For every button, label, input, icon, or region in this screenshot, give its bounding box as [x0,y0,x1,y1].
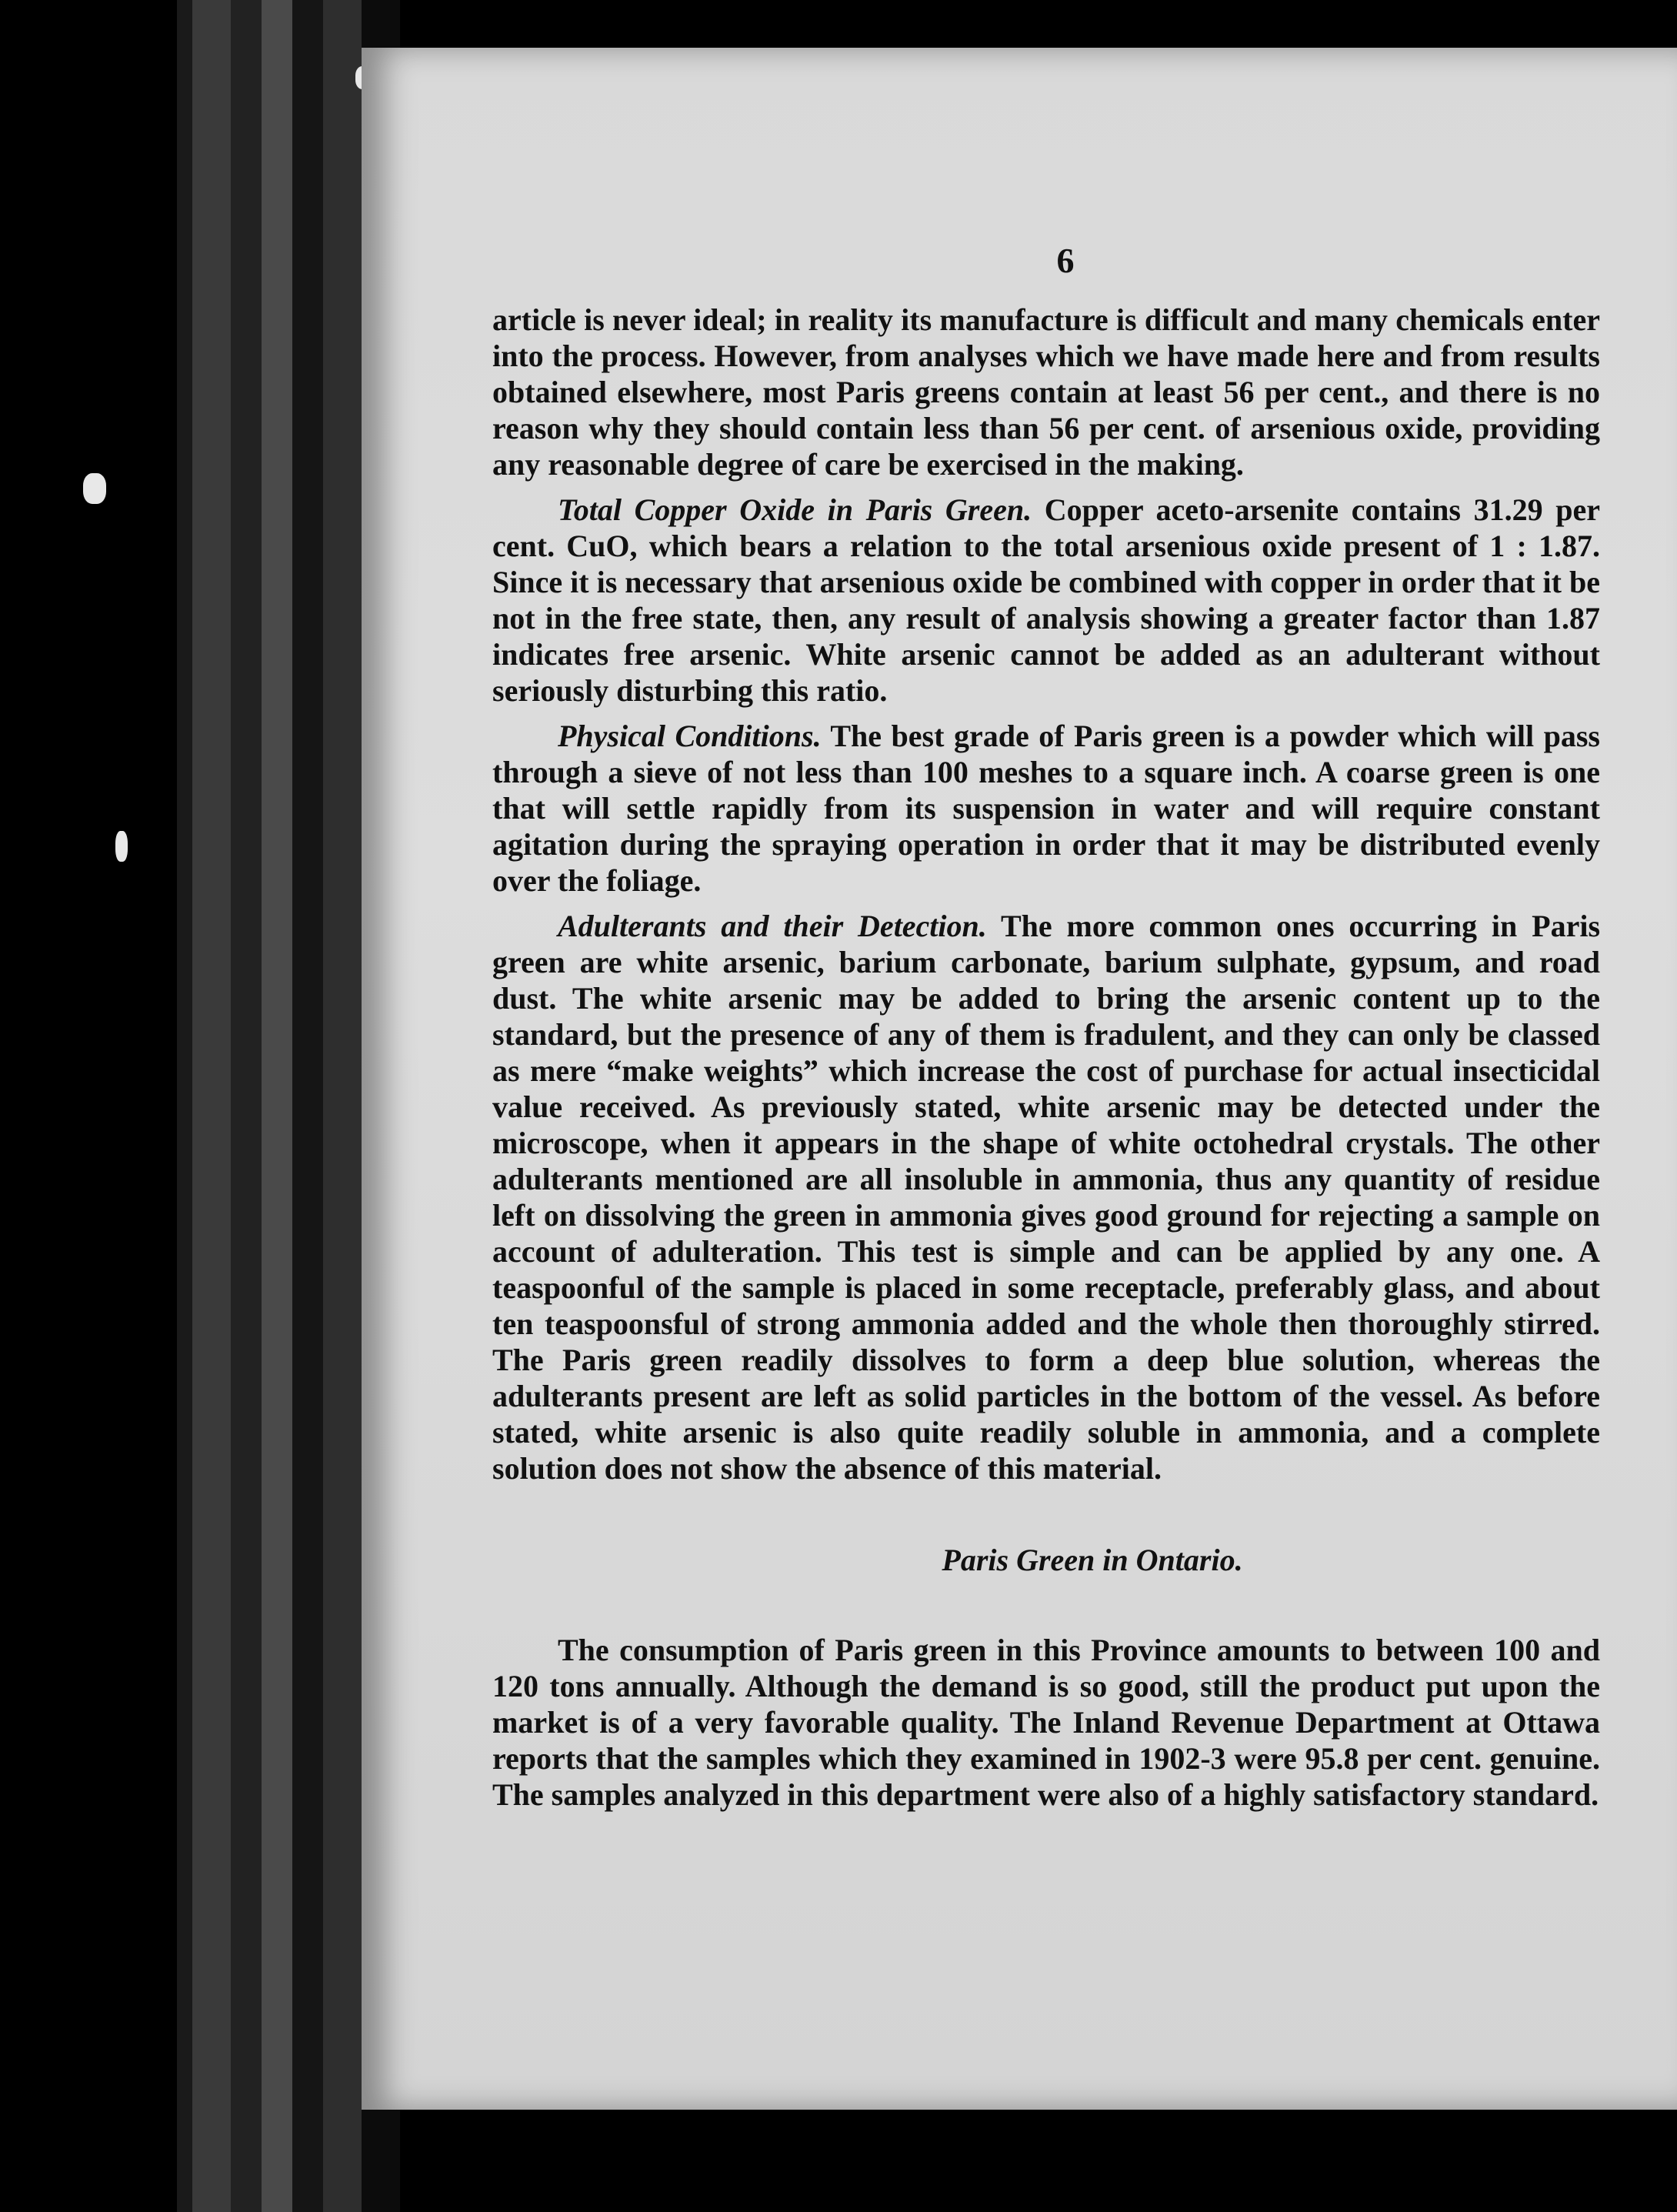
paragraph-copper-oxide [492,492,1600,709]
run-in-heading: Total Copper Oxide in Paris Green. [558,492,1032,527]
book-binding [0,0,400,2212]
run-in-heading: Adulterants and their Detection. [558,909,987,943]
page-number: 6 [1056,241,1075,280]
paragraph-physical-conditions [492,718,1600,899]
document-page [362,48,1677,2110]
body-text [492,302,1600,1813]
run-in-heading: Physical Conditions. [558,719,822,753]
paragraph-text: The best grade of Paris green is a powder which will pass through a sieve of not less than 100 meshes to a square inch. A coarse green is one that will settle rapidly from its suspension in water and will require constant agitation during the spraying operation in order that it may be distributed evenly over the foliage. [492,719,1601,898]
scan-speck [83,473,106,504]
paragraph-text: The more common ones occurring in Paris green are white arsenic, barium carbonate, barium sulphate, gypsum, and road dust. The white arsenic may be added to bring the arsenic content up to the standard, but the presence of any of them is fradulent, and they can only be classed as mere “make weights” which increase the cost of purchase for actual insecticidal value received. As previously stated, white arsenic may be detected under the microscope, when it appears in the shape of white octohedral crystals. The other adulterants mentioned are all insoluble in ammonia, thus any quantity of residue left on dissolving the green in ammonia gives good ground for rejecting a sample on account of adulteration. This test is simple and can be applied by any one. A teaspoonful of the sample is placed in some receptacle, preferably glass, and about ten teaspoonsful of strong ammonia added and the whole then thoroughly stirred. The Paris green readily dissolves to form a deep blue solution, whereas the adulterants present are left as solid particles in the bottom of the vessel. As before stated, white arsenic is also quite readily soluble in ammonia, and a complete solution does not show the absence of this material. [492,909,1601,1486]
scan-speck [115,831,128,862]
paragraph-ontario: The consumption of Paris green in this Province amounts to between 100 and 120 tons annually. Although the demand is so good, still the product put upon the market is of a very favorable quality. The Inland Revenue Department at Ottawa reports that the samples which they examined in 1902-3 were 95.8 per cent. genuine. The samples analyzed in this department were also of a highly satisfactory standard. [492,1633,1600,1812]
paragraph-text: Copper aceto-arsenite contains 31.29 per cent. CuO, which bears a relation to the total arsenious oxide present of 1 : 1.87. Since it is necessary that arsenious oxide be combined with copper in order that it be not in the free state, then, any result of analysis showing a greater factor than 1.87 indicates free arsenic. White arsenic cannot be added as an adulterant without seriously disturbing this ratio. [492,492,1600,708]
paragraph-adulterants [492,908,1600,1486]
section-heading: Paris Green in Ontario. [942,1543,1243,1577]
paragraph-continued: article is never ideal; in reality its manufacture is difficult and many chemicals enter into the process. However, from analyses which we have made here and from results obtained elsewhere, most Paris greens contain at least 56 per cent., and there is no reason why they should contain less than 56 per cent. of arsenious oxide, providing any reasonable degree of care be exercised in the making. [492,302,1600,482]
